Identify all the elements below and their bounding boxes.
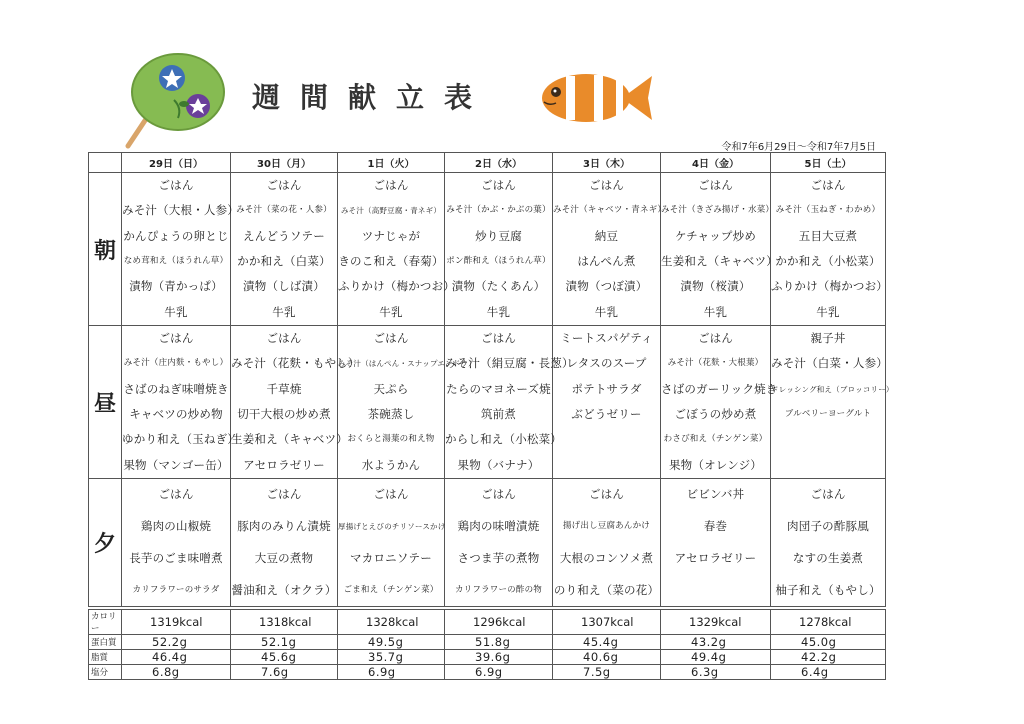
menu-item: ごま和え（チンゲン菜）	[343, 584, 439, 595]
protein-value: 52.2g	[122, 635, 231, 650]
menu-item: 鶏肉の味噌漬焼	[457, 519, 540, 534]
calorie-value: 1319kcal	[122, 610, 231, 635]
lunch-day-cell	[231, 326, 360, 479]
dinner-day-cell	[661, 479, 771, 607]
menu-item: からし和え（小松菜）	[445, 432, 562, 447]
menu-item: ごぼうの炒め煮	[674, 407, 757, 422]
uchiwa-fan-illustration	[112, 48, 227, 153]
menu-item: ごはん	[810, 178, 846, 193]
dinner-day-cell	[553, 479, 661, 607]
menu-item: 牛乳	[272, 304, 296, 319]
menu-item: ツナじゃが	[361, 228, 421, 243]
menu-item: アセロラゼリー	[243, 457, 325, 472]
fat-value: 49.4g	[661, 650, 771, 665]
breakfast-day-cell	[445, 173, 553, 326]
menu-item: みそ汁（花麩・もやし）	[231, 356, 360, 371]
menu-item: ふりかけ（梅かつお）	[338, 279, 455, 294]
protein-value: 43.2g	[661, 635, 771, 650]
menu-item: 漬物（しば漬）	[243, 279, 325, 294]
menu-item: みそ汁（白菜・人参）	[771, 356, 888, 371]
menu-item: 漬物（桜漬）	[680, 279, 751, 294]
weekly-menu-table	[88, 152, 894, 607]
menu-item: ごはん	[588, 178, 625, 193]
nutrition-table	[88, 609, 886, 680]
menu-item: 牛乳	[379, 304, 403, 319]
menu-item: のり和え（菜の花）	[553, 582, 660, 597]
nutrition-label: 塩分	[89, 665, 122, 680]
menu-item: ミートスパゲティ	[560, 331, 653, 346]
nutrition-label: 蛋白質	[89, 635, 122, 650]
menu-item: 厚揚げとえびのチリソースかけ	[338, 522, 446, 532]
menu-item: 漬物（たくあん）	[451, 279, 546, 294]
menu-item: はんぺん煮	[577, 254, 636, 269]
day-header: 4日（金）	[661, 153, 771, 173]
menu-item: ドレッシング和え（ブロッコリー）	[771, 384, 894, 394]
menu-item: ごはん	[480, 178, 517, 193]
menu-item: レタスのスープ	[566, 356, 647, 371]
menu-item: みそ汁（絹豆腐・長葱）	[445, 356, 574, 371]
calorie-value: 1328kcal	[338, 610, 445, 635]
menu-item	[661, 578, 770, 603]
menu-item: ごはん	[373, 178, 409, 193]
menu-item: さばのガーリック焼き	[661, 381, 778, 396]
menu-item: みそ汁（大根・人参）	[122, 203, 239, 218]
calorie-value: 1318kcal	[231, 610, 338, 635]
fat-value: 46.4g	[122, 650, 231, 665]
menu-item: 牛乳	[164, 304, 188, 319]
salt-value: 6.8g	[122, 665, 231, 680]
lunch-day-cell	[445, 326, 574, 479]
breakfast-day-cell	[338, 173, 455, 326]
fat-value: 42.2g	[771, 650, 886, 665]
menu-item: ぶどうゼリー	[571, 407, 642, 422]
calorie-value: 1329kcal	[661, 610, 771, 635]
menu-item: みそ汁（はんぺん・スナップエンドウ）	[338, 359, 476, 369]
menu-item: 柚子和え（もやし）	[775, 582, 881, 597]
menu-item: なすの生姜煮	[792, 550, 864, 565]
menu-item: 豚肉のみりん漬焼	[237, 519, 331, 534]
menu-item: 果物（バナナ）	[457, 457, 540, 472]
menu-item	[553, 427, 660, 452]
menu-item: 長芋のごま味噌煮	[129, 550, 223, 565]
menu-item: 醤油和え（オクラ）	[231, 582, 337, 597]
day-header: 30日（月）	[231, 153, 338, 173]
menu-item: ごはん	[266, 178, 302, 193]
menu-item: ごはん	[158, 178, 194, 193]
dinner-day-cell	[338, 479, 445, 607]
menu-item: 牛乳	[816, 304, 840, 319]
salt-value: 6.9g	[338, 665, 445, 680]
menu-item: ごはん	[158, 331, 194, 346]
calorie-value: 1296kcal	[445, 610, 553, 635]
lunch-row	[89, 326, 886, 479]
protein-value: 52.1g	[231, 635, 338, 650]
menu-item: みそ汁（花麩・大根葉）	[667, 358, 764, 369]
menu-item: ごはん	[158, 487, 194, 502]
menu-item: 切干大根の炒め煮	[237, 407, 331, 422]
menu-item: アセロラゼリー	[674, 550, 757, 565]
lunch-day-cell	[661, 326, 778, 479]
menu-item: 牛乳	[486, 304, 511, 319]
menu-item: みそ汁（きざみ揚げ・水菜）	[661, 205, 775, 216]
salt-value: 7.5g	[553, 665, 661, 680]
menu-item: ごはん	[480, 487, 517, 502]
menu-item: 牛乳	[594, 304, 619, 319]
fat-value: 40.6g	[553, 650, 661, 665]
menu-item: 大根のコンソメ煮	[559, 550, 654, 565]
menu-item: ごはん	[480, 331, 517, 346]
menu-item: ビビンバ丼	[686, 487, 745, 502]
lunch-day-cell	[771, 326, 894, 479]
protein-row	[89, 635, 886, 650]
menu-item: きのこ和え（春菊）	[338, 254, 444, 269]
menu-item: ごはん	[373, 487, 409, 502]
page-title: 週間献立表	[252, 81, 493, 114]
protein-value: 51.8g	[445, 635, 553, 650]
menu-item: ごはん	[266, 487, 302, 502]
breakfast-day-cell	[661, 173, 778, 326]
day-header: 2日（水）	[445, 153, 553, 173]
menu-item: 果物（マンゴー缶）	[123, 457, 229, 472]
menu-item: みそ汁（高野豆腐・青ネギ）	[340, 206, 442, 216]
menu-item: みそ汁（玉ねぎ・わかめ）	[775, 205, 881, 216]
menu-item: 漬物（つぼ漬）	[565, 279, 648, 294]
menu-item: なめ茸和え（ほうれん草）	[123, 256, 229, 267]
dinner-row	[89, 479, 886, 607]
menu-item: ブルベリーヨーグルト	[784, 409, 872, 420]
menu-item: キャベツの炒め物	[129, 407, 223, 422]
nutrition-label: カロリー	[89, 610, 122, 635]
clownfish-illustration	[536, 66, 654, 130]
salt-value: 6.9g	[445, 665, 553, 680]
breakfast-day-cell	[122, 173, 239, 326]
menu-item: ごはん	[697, 331, 734, 346]
menu-item: ごはん	[810, 487, 846, 502]
dinner-day-cell	[231, 479, 338, 607]
fat-value: 39.6g	[445, 650, 553, 665]
menu-item	[771, 427, 885, 452]
menu-item: さばのねぎ味噌焼き	[123, 381, 229, 396]
salt-value: 6.3g	[661, 665, 771, 680]
menu-item: ごはん	[697, 178, 734, 193]
meal-label-lunch: 昼	[89, 326, 122, 479]
lunch-day-cell	[122, 326, 239, 479]
salt-value: 6.4g	[771, 665, 886, 680]
menu-item: 水ようかん	[361, 457, 421, 472]
menu-item: かんぴょうの卵とじ	[123, 228, 229, 243]
calories-row	[89, 610, 886, 635]
menu-item: 納豆	[594, 228, 619, 243]
menu-item: ごはん	[588, 487, 625, 502]
menu-item: 大豆の煮物	[254, 550, 314, 565]
menu-item: たらのマヨネーズ焼	[446, 381, 551, 396]
menu-item: 天ぷら	[373, 381, 409, 396]
menu-item: 五目大豆煮	[798, 228, 858, 243]
menu-item: 千草焼	[266, 381, 302, 396]
menu-item: 炒り豆腐	[475, 228, 522, 243]
corner-cell	[89, 153, 122, 173]
day-header: 1日（火）	[338, 153, 445, 173]
calorie-value: 1278kcal	[771, 610, 886, 635]
protein-value: 49.5g	[338, 635, 445, 650]
menu-item: 肉団子の酢豚風	[787, 519, 869, 534]
calorie-value: 1307kcal	[553, 610, 661, 635]
day-header: 3日（木）	[553, 153, 661, 173]
menu-item: ごはん	[373, 331, 409, 346]
menu-item: 茶碗蒸し	[367, 407, 415, 422]
dinner-day-cell	[771, 479, 886, 607]
day-header-row	[89, 153, 886, 173]
fat-row	[89, 650, 886, 665]
menu-item: みそ汁（庄内麩・もやし）	[123, 358, 229, 369]
breakfast-day-cell	[231, 173, 338, 326]
breakfast-day-cell	[771, 173, 886, 326]
nutrition-label: 脂質	[89, 650, 122, 665]
day-header: 5日（土）	[771, 153, 886, 173]
menu-item: ポテトサラダ	[571, 381, 642, 396]
menu-item: 生姜和え（キャベツ）	[661, 254, 778, 269]
meal-label-breakfast: 朝	[89, 173, 122, 326]
menu-item: カリフラワーのサラダ	[132, 584, 220, 595]
menu-item: 揚げ出し豆腐あんかけ	[562, 521, 650, 532]
protein-value: 45.4g	[553, 635, 661, 650]
menu-item: みそ汁（かぶ・かぶの葉）	[446, 205, 551, 216]
salt-value: 7.6g	[231, 665, 338, 680]
day-header: 29日（日）	[122, 153, 231, 173]
dinner-day-cell	[445, 479, 553, 607]
protein-value: 45.0g	[771, 635, 886, 650]
menu-item: みそ汁（菜の花・人参）	[236, 205, 332, 216]
menu-item: 果物（オレンジ）	[668, 457, 763, 472]
menu-item: わさび和え（チンゲン菜）	[663, 434, 768, 445]
menu-item: 春巻	[703, 519, 728, 534]
salt-row	[89, 665, 886, 680]
lunch-day-cell	[553, 326, 661, 479]
menu-item: マカロニソテー	[350, 550, 432, 565]
menu-item: 牛乳	[703, 304, 728, 319]
menu-item	[553, 453, 660, 478]
lunch-day-cell	[338, 326, 476, 479]
menu-item	[771, 453, 885, 478]
menu-item: ゆかり和え（玉ねぎ）	[122, 432, 239, 447]
menu-item: 鶏肉の山椒焼	[140, 519, 212, 534]
menu-item: 筑前煮	[480, 407, 517, 422]
menu-item: ケチャップ炒め	[674, 228, 757, 243]
menu-item: ふりかけ（梅かつお）	[771, 279, 888, 294]
menu-item: かか和え（小松菜）	[775, 254, 881, 269]
menu-item: 親子丼	[810, 331, 846, 346]
fat-value: 35.7g	[338, 650, 445, 665]
menu-item: 漬物（青かっぱ）	[129, 279, 223, 294]
menu-item: カリフラワーの酢の物	[454, 584, 542, 595]
dinner-day-cell	[122, 479, 231, 607]
breakfast-row	[89, 173, 886, 326]
menu-item: おくらと湯葉の和え物	[347, 434, 435, 445]
menu-item: 生姜和え（キャベツ）	[231, 432, 348, 447]
menu-item: ポン酢和え（ほうれん草）	[446, 256, 551, 267]
menu-item: ごはん	[266, 331, 302, 346]
breakfast-day-cell	[553, 173, 667, 326]
fat-value: 45.6g	[231, 650, 338, 665]
meal-label-dinner: 夕	[89, 479, 122, 607]
menu-item: かか和え（白菜）	[237, 254, 331, 269]
date-range: 令和7年6月29日～令和7年7月5日	[721, 142, 876, 153]
menu-item: みそ汁（キャベツ・青ネギ）	[553, 205, 667, 216]
menu-item: さつま芋の煮物	[457, 550, 540, 565]
menu-item: えんどうソテー	[243, 228, 325, 243]
